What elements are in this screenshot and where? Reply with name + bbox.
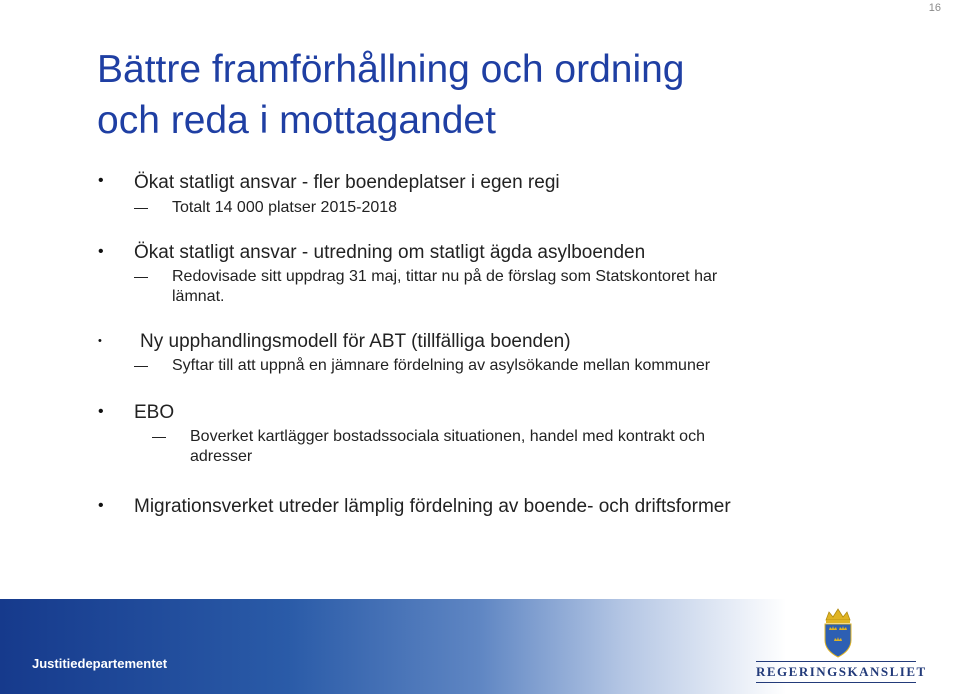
dash <box>134 366 148 367</box>
bullet-1: Ökat statligt ansvar - fler boendeplatser i egen regi <box>134 172 560 193</box>
regeringskansliet-logo: REGERINGSKANSLIET <box>756 661 916 683</box>
bullet-dot: • <box>98 335 102 347</box>
bullet-4-sub-1: Boverket kartlägger bostadssociala situationen, handel med kontrakt och <box>190 428 705 445</box>
bullet-dot: • <box>98 243 104 260</box>
bullet-2-sub-1: Redovisade sitt uppdrag 31 maj, tittar nu på de förslag som Statskontoret har <box>172 268 718 285</box>
title-line-2: och reda i mottagandet <box>97 99 496 142</box>
bullet-5: Migrationsverket utreder lämplig fördelning av boende- och driftsformer <box>134 496 731 517</box>
bullet-3-sub-1: Syftar till att uppnå en jämnare fördelning av asylsökande mellan kommuner <box>172 357 711 374</box>
bullet-2-sub-2: lämnat. <box>172 288 225 305</box>
dash <box>134 208 148 209</box>
dash <box>134 277 148 278</box>
bullet-3: Ny upphandlingsmodell för ABT (tillfälliga boenden) <box>140 331 571 352</box>
bullet-4: EBO <box>134 402 175 423</box>
bullet-dot: • <box>98 497 104 514</box>
slide-title <box>97 44 897 146</box>
bullet-2: Ökat statligt ansvar - utredning om statligt ägda asylboenden <box>134 242 646 263</box>
bullet-1-sub-1: Totalt 14 000 platser 2015-2018 <box>172 199 398 216</box>
dash <box>152 437 166 438</box>
title-line-1: Bättre framförhållning och ordning <box>97 48 685 91</box>
swedish-crest-icon <box>820 606 856 658</box>
department-name: Justitiedepartementet <box>32 656 168 671</box>
bullet-dot: • <box>98 403 104 420</box>
bullet-4-sub-2: adresser <box>190 448 253 465</box>
bullet-dot: • <box>98 172 104 189</box>
slide-number: 16 <box>928 2 941 14</box>
